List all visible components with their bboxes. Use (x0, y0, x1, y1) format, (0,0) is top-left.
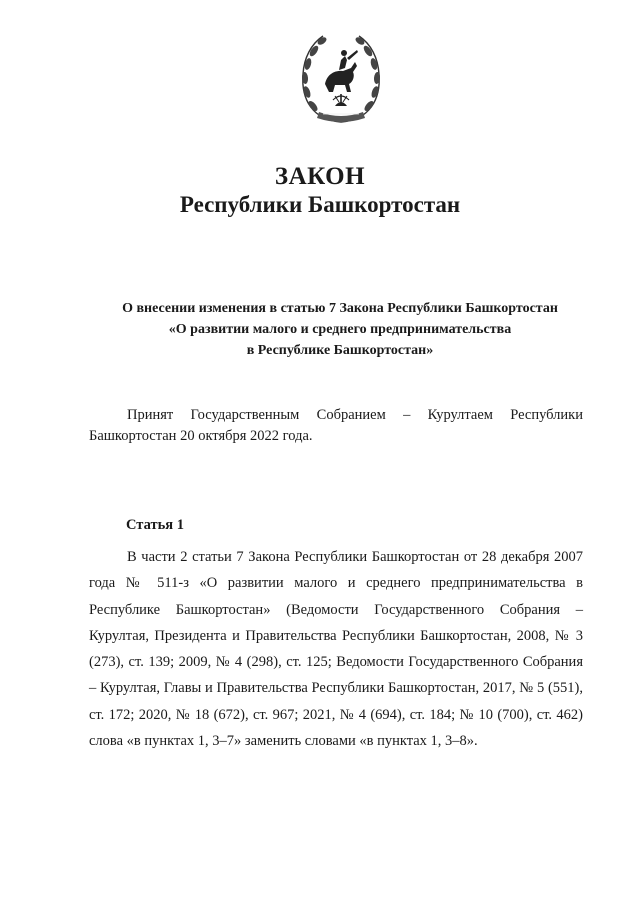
article-body: В части 2 статьи 7 Закона Республики Башкортостан от 28 декабря 2007 года № 511-з «О развитии малого и среднего предпринимательства в Республике Башкортостан» (Ведомости Государственного Собрания – Курултая, Президента и Правительства Республики Башкортостан, 2008, № 3 (273), ст. 139; 2009, № 4 (298), ст. 125; Ведомости Государственного Собрания – Курултая, Главы и Правительства Республики Башкортостан, 2017, № 5 (551), ст. 172; 2020, № 18 (672), ст. 967; 2021, № 4 (694), ст. 184; № 10 (700), ст. 462) слова «в пунктах 1, 3–7» заменить словами «в пунктах 1, 3–8». (89, 549, 583, 750)
subject-line: О внесении изменения в статью 7 Закона Республики Башкортостан (122, 301, 558, 316)
article-heading: Статья 1 (126, 517, 184, 533)
law-title: ЗАКОН (274, 163, 366, 190)
law-subtitle: Республики Башкортостан (179, 192, 461, 217)
adoption-statement: Принят Государственным Собранием – Курултаем Республики Башкортостан 20 октября 2022 года. (89, 407, 583, 444)
document-subject (60, 298, 620, 361)
subject-line: «О развитии малого и среднего предпринимательства (168, 322, 512, 337)
coat-of-arms-icon (295, 22, 387, 130)
subject-line: в Республике Башкортостан» (246, 343, 434, 358)
